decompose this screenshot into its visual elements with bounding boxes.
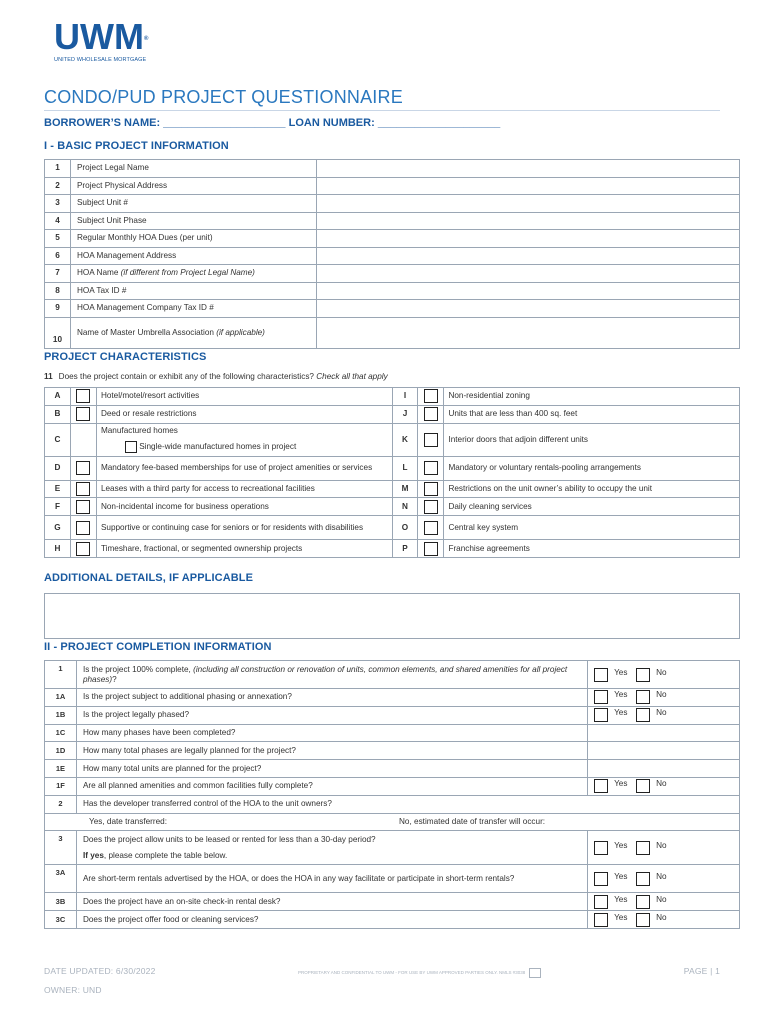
checkbox-d[interactable] (76, 461, 90, 475)
table-row (45, 456, 740, 480)
q1b-no-checkbox[interactable] (636, 708, 650, 722)
table-row (45, 282, 740, 300)
question-text: Is the project legally phased? (76, 706, 587, 724)
characteristic-text: Units that are less than 400 sq. feet (444, 405, 740, 423)
subject-unit-field[interactable] (316, 195, 739, 213)
master-association-field[interactable] (316, 317, 739, 348)
letter: K (392, 423, 418, 456)
loan-number-field[interactable]: ____________________ (377, 117, 501, 129)
characteristic-text: Non-incidental income for business operations (96, 498, 392, 516)
checkbox-e[interactable] (76, 482, 90, 496)
question-number: 2 (45, 795, 77, 813)
characteristic-text: Supportive or continuing case for seniors or for residents with disabilities (96, 516, 392, 540)
table-row (45, 195, 740, 213)
q3-yes-checkbox[interactable] (594, 841, 608, 855)
row-number: 8 (45, 282, 71, 300)
row-label: HOA Name (if different from Project Legal Name) (70, 265, 316, 283)
footer-date-updated: DATE UPDATED: 6/30/2022 (44, 966, 156, 976)
title-divider (44, 110, 720, 111)
letter: E (45, 480, 71, 498)
row-number: 1 (45, 160, 71, 178)
section-basic-info-heading: I - BASIC PROJECT INFORMATION (44, 140, 229, 152)
characteristic-text: Timeshare, fractional, or segmented ownership projects (96, 540, 392, 558)
table-row (45, 760, 740, 778)
q2-no-date-label[interactable]: No, estimated date of transfer will occur: (399, 816, 546, 826)
table-row: 1 Is the project 100% complete, (including all construction or renovation of units, common elements, and shared amenities for all project phases)? Yes No (45, 661, 740, 689)
table-row: 1A Is the project subject to additional phasing or annexation? Yes No (45, 689, 740, 707)
row-label: HOA Management Company Tax ID # (70, 300, 316, 318)
logo-subtitle: UNITED WHOLESALE MORTGAGE (54, 57, 147, 63)
checkbox-i[interactable] (424, 389, 438, 403)
table-row (45, 724, 740, 742)
project-address-field[interactable] (316, 177, 739, 195)
borrower-name-field[interactable]: ____________________ (163, 117, 286, 129)
table-row (45, 480, 740, 498)
letter: C (45, 423, 71, 456)
table-row (45, 388, 740, 406)
row-label: Subject Unit Phase (70, 212, 316, 230)
characteristic-text: Central key system (444, 516, 740, 540)
table-row (45, 423, 740, 456)
row-label: Project Legal Name (70, 160, 316, 178)
letter: O (392, 516, 418, 540)
row-number: 10 (45, 317, 71, 348)
characteristic-text: Manufactured homes (100, 426, 178, 436)
sub-option-text: Single-wide manufactured homes in project (139, 442, 297, 452)
row-number: 5 (45, 230, 71, 248)
q1e-answer-field[interactable] (588, 760, 740, 778)
table-row (45, 405, 740, 423)
logo-wordmark: UWM® (54, 16, 149, 57)
checkbox-a[interactable] (76, 389, 90, 403)
question-number: 1D (45, 742, 77, 760)
checkbox-f[interactable] (76, 500, 90, 514)
table-row: 3A Are short-term rentals advertised by the HOA, or does the HOA in any way facilitate or participate in short-term rentals? Yes No (45, 865, 740, 893)
table-row (45, 813, 740, 831)
question-text: Does the project offer food or cleaning services? (76, 911, 587, 929)
row-number: 3 (45, 195, 71, 213)
uwm-logo (54, 18, 174, 63)
question-text: Are all planned amenities and common facilities fully complete? (76, 777, 587, 795)
question-number: 3B (45, 893, 77, 911)
section-completion-heading: II - PROJECT COMPLETION INFORMATION (44, 641, 272, 653)
checkbox-j[interactable] (424, 407, 438, 421)
question-number: 1B (45, 706, 77, 724)
table-row (45, 160, 740, 178)
question-number: 1 (45, 661, 77, 689)
table-row (45, 177, 740, 195)
q1c-answer-field[interactable] (588, 724, 740, 742)
checkbox-m[interactable] (424, 482, 438, 496)
characteristic-text: Franchise agreements (444, 540, 740, 558)
table-row (45, 540, 740, 558)
document-title: CONDO/PUD PROJECT QUESTIONNAIRE (44, 87, 403, 107)
letter: B (45, 405, 71, 423)
table-row (45, 265, 740, 283)
characteristic-text: Interior doors that adjoin different units (444, 423, 740, 456)
table-row (45, 247, 740, 265)
q3a-no-checkbox[interactable] (636, 872, 650, 886)
footer-confidential-notice: PROPRIETARY AND CONFIDENTIAL TO UWM - FOR USE BY UWM APPROVED PARTIES ONLY. NMLS #3038 (298, 968, 541, 978)
q3c-no-checkbox[interactable] (636, 913, 650, 927)
question-number: 1F (45, 777, 77, 795)
hoa-management-address-field[interactable] (316, 247, 739, 265)
table-row: 3 Does the project allow units to be leased or rented for less than a 30-day period? If yes, please complete the table below. Yes No (45, 831, 740, 865)
q1a-no-checkbox[interactable] (636, 690, 650, 704)
row-number: 9 (45, 300, 71, 318)
table-row (45, 516, 740, 540)
letter: P (392, 540, 418, 558)
question-text: Is the project subject to additional phasing or annexation? (76, 689, 587, 707)
row-label: Subject Unit # (70, 195, 316, 213)
question-number: 3A (45, 865, 77, 893)
characteristic-text: Deed or resale restrictions (96, 405, 392, 423)
table-row: 1F Are all planned amenities and common facilities fully complete? Yes No (45, 777, 740, 795)
q1-yes-checkbox[interactable] (594, 668, 608, 682)
table-row (45, 795, 740, 813)
checkbox-p[interactable] (424, 542, 438, 556)
row-label: Regular Monthly HOA Dues (per unit) (70, 230, 316, 248)
characteristic-text: Mandatory or voluntary rentals-pooling arrangements (444, 456, 740, 480)
checkbox-o[interactable] (424, 521, 438, 535)
question-text: How many total phases are legally planned for the project? (76, 742, 587, 760)
letter: J (392, 405, 418, 423)
characteristic-text: Hotel/motel/resort activities (96, 388, 392, 406)
table-row: 3B Does the project have an on-site check-in rental desk? Yes No (45, 893, 740, 911)
additional-details-textarea[interactable] (44, 593, 740, 639)
characteristic-text: Mandatory fee-based memberships for use of project amenities or services (96, 456, 392, 480)
q3b-no-checkbox[interactable] (636, 895, 650, 909)
q1b-yes-checkbox[interactable] (594, 708, 608, 722)
characteristic-text: Non-residential zoning (444, 388, 740, 406)
q1-no-checkbox[interactable] (636, 668, 650, 682)
question-11: 11 Does the project contain or exhibit any of the following characteristics? Check all that apply (44, 372, 388, 381)
question-number: 1E (45, 760, 77, 778)
table-row (45, 230, 740, 248)
q3a-yes-checkbox[interactable] (594, 872, 608, 886)
checkbox-single-wide[interactable] (125, 441, 137, 453)
question-number: 3C (45, 911, 77, 929)
q1f-yes-checkbox[interactable] (594, 779, 608, 793)
letter: A (45, 388, 71, 406)
letter: M (392, 480, 418, 498)
hoa-tax-id-field[interactable] (316, 282, 739, 300)
row-label: HOA Tax ID # (70, 282, 316, 300)
row-label: HOA Management Address (70, 247, 316, 265)
letter: I (392, 388, 418, 406)
q3b-yes-checkbox[interactable] (594, 895, 608, 909)
project-legal-name-field[interactable] (316, 160, 739, 178)
completion-table (44, 660, 740, 929)
question-number: 1A (45, 689, 77, 707)
table-row (45, 317, 740, 348)
hoa-name-field[interactable] (316, 265, 739, 283)
footer-owner: OWNER: UND (44, 985, 102, 995)
letter: F (45, 498, 71, 516)
question-number: 1C (45, 724, 77, 742)
checkbox-n[interactable] (424, 500, 438, 514)
borrower-line (44, 117, 500, 129)
hoa-mgmt-tax-id-field[interactable] (316, 300, 739, 318)
characteristic-text: Leases with a third party for access to recreational facilities (96, 480, 392, 498)
project-characteristics-heading: PROJECT CHARACTERISTICS (44, 351, 207, 363)
q1f-no-checkbox[interactable] (636, 779, 650, 793)
question-text: Does the project have an on-site check-in rental desk? (76, 893, 587, 911)
question-number: 3 (45, 831, 77, 865)
characteristic-text: Restrictions on the unit owner’s ability to occupy the unit (444, 480, 740, 498)
checkbox-h[interactable] (76, 542, 90, 556)
letter: H (45, 540, 71, 558)
q1d-answer-field[interactable] (588, 742, 740, 760)
checkbox-l[interactable] (424, 461, 438, 475)
question-text: How many phases have been completed? (76, 724, 587, 742)
question-text: Has the developer transferred control of the HOA to the unit owners? (76, 795, 739, 813)
row-number: 4 (45, 212, 71, 230)
question-text: Does the project allow units to be leased or rented for less than a 30-day period? If yes, please complete the table below. (76, 831, 587, 865)
q3-no-checkbox[interactable] (636, 841, 650, 855)
row-number: 2 (45, 177, 71, 195)
letter: G (45, 516, 71, 540)
q1a-yes-checkbox[interactable] (594, 690, 608, 704)
characteristics-table (44, 387, 740, 558)
q3c-yes-checkbox[interactable] (594, 913, 608, 927)
letter: D (45, 456, 71, 480)
basic-info-table (44, 159, 740, 349)
row-label: Project Physical Address (70, 177, 316, 195)
table-row (45, 742, 740, 760)
checkbox-b[interactable] (76, 407, 90, 421)
loan-number-label: LOAN NUMBER: (288, 117, 375, 129)
table-row (45, 212, 740, 230)
question-text: How many total units are planned for the project? (76, 760, 587, 778)
equal-housing-icon (529, 968, 541, 978)
subject-unit-phase-field[interactable] (316, 212, 739, 230)
table-row (45, 498, 740, 516)
checkbox-g[interactable] (76, 521, 90, 535)
row-number: 6 (45, 247, 71, 265)
table-row: 1B Is the project legally phased? Yes No (45, 706, 740, 724)
letter: N (392, 498, 418, 516)
footer-page-number: PAGE | 1 (683, 966, 720, 976)
question-text: Is the project 100% complete, (including all construction or renovation of units, common elements, and shared amenities for all project phases)? (76, 661, 587, 689)
hoa-dues-field[interactable] (316, 230, 739, 248)
q2-yes-date-label[interactable]: Yes, date transferred: (89, 816, 167, 826)
borrower-name-label: BORROWER’S NAME: (44, 117, 161, 129)
question-text: Are short-term rentals advertised by the HOA, or does the HOA in any way facilitate or participate in short-term rentals? (76, 865, 587, 893)
letter: L (392, 456, 418, 480)
table-row: 3C Does the project offer food or cleaning services? Yes No (45, 911, 740, 929)
additional-details-heading: ADDITIONAL DETAILS, IF APPLICABLE (44, 572, 254, 584)
characteristic-text: Daily cleaning services (444, 498, 740, 516)
checkbox-k[interactable] (424, 433, 438, 447)
row-label: Name of Master Umbrella Association (if applicable) (70, 317, 316, 348)
table-row (45, 300, 740, 318)
row-number: 7 (45, 265, 71, 283)
